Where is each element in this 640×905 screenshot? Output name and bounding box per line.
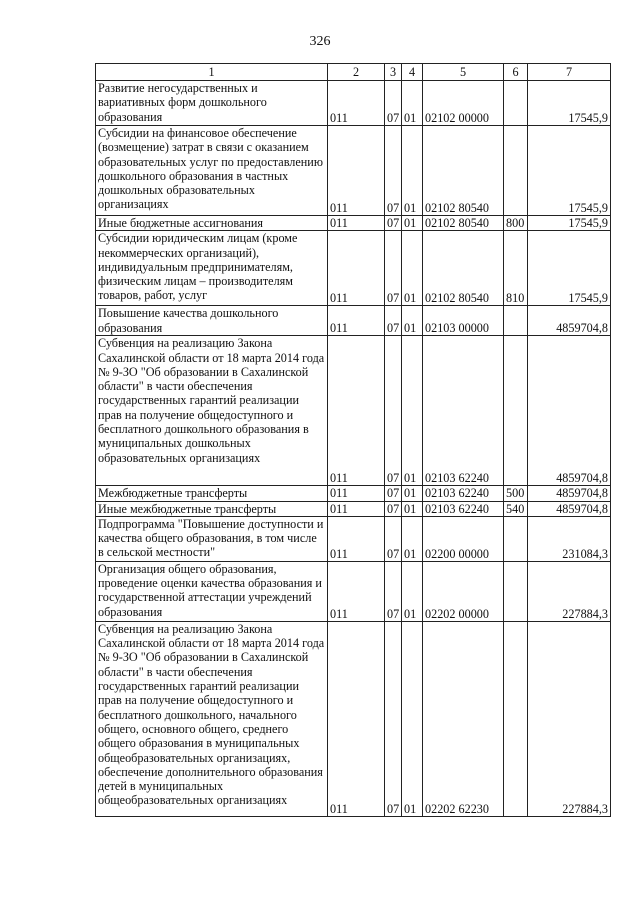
row-code-subsection: 01: [402, 81, 423, 126]
row-code-ministry: 011: [328, 231, 385, 306]
row-code-section: 07: [385, 306, 402, 336]
row-code-subsection: 01: [402, 126, 423, 216]
row-code-expense-type: [504, 81, 528, 126]
table-row: [96, 81, 611, 126]
row-name: Иные межбюджетные трансферты: [96, 501, 328, 516]
row-amount: 4859704,8: [528, 486, 611, 501]
column-header: 2: [328, 64, 385, 81]
row-code-subsection: 01: [402, 516, 423, 561]
table-row: [96, 231, 611, 306]
page-number: 326: [309, 34, 331, 49]
row-name: Организация общего образования, проведение оценки качества образования и государственной аттестации учреждений образования: [96, 561, 328, 621]
row-name: Субсидии юридическим лицам (кроме некоммерческих организаций), индивидуальным предпринимателям, физическим лицам – производителям товаров, работ, услуг: [96, 231, 328, 306]
table-row: [96, 336, 611, 486]
row-code-section: 07: [385, 501, 402, 516]
row-code-ministry: 011: [328, 501, 385, 516]
row-name: Межбюджетные трансферты: [96, 486, 328, 501]
column-header: 1: [96, 64, 328, 81]
table-row: [96, 561, 611, 621]
row-code-ministry: 011: [328, 621, 385, 816]
row-code-target: 02200 00000: [423, 516, 504, 561]
table-header-row: [96, 64, 611, 81]
row-code-expense-type: 800: [504, 216, 528, 231]
row-amount: 227884,3: [528, 621, 611, 816]
row-code-ministry: 011: [328, 336, 385, 486]
row-code-section: 07: [385, 621, 402, 816]
row-code-target: 02202 00000: [423, 561, 504, 621]
row-code-ministry: 011: [328, 81, 385, 126]
row-code-target: 02202 62230: [423, 621, 504, 816]
row-name: Субвенция на реализацию Закона Сахалинской области от 18 марта 2014 года № 9-ЗО "Об образовании в Сахалинской области" в части обеспечения государственных гарантий реализации прав на получение общедоступного и бесплатного дошкольного, начального общего, основного общего, среднего общего образования в муниципальных общеобразовательных организациях, обеспечение дополнительного образования детей в муниципальных общеобразовательных организациях: [96, 621, 328, 816]
row-amount: 231084,3: [528, 516, 611, 561]
row-code-target: 02103 62240: [423, 486, 504, 501]
row-name: Субвенция на реализацию Закона Сахалинской области от 18 марта 2014 года № 9-ЗО "Об образовании в Сахалинской области" в части обеспечения государственных гарантий реализации прав на получение общедоступного и бесплатного дошкольного образования в муниципальных дошкольных образовательных организациях: [96, 336, 328, 486]
row-amount: 17545,9: [528, 216, 611, 231]
row-code-expense-type: 810: [504, 231, 528, 306]
row-code-subsection: 01: [402, 306, 423, 336]
row-code-section: 07: [385, 231, 402, 306]
row-code-expense-type: [504, 516, 528, 561]
column-header: 5: [423, 64, 504, 81]
row-code-expense-type: [504, 126, 528, 216]
row-code-expense-type: 540: [504, 501, 528, 516]
row-name: Субсидии на финансовое обеспечение (возмещение) затрат в связи с оказанием образовательных услуг по предоставлению дошкольного образования в частных дошкольных образовательных организациях: [96, 126, 328, 216]
row-amount: 17545,9: [528, 126, 611, 216]
row-code-expense-type: [504, 336, 528, 486]
row-code-section: 07: [385, 336, 402, 486]
table-row: [96, 126, 611, 216]
row-name: Повышение качества дошкольного образования: [96, 306, 328, 336]
row-code-expense-type: [504, 561, 528, 621]
row-amount: 4859704,8: [528, 336, 611, 486]
row-code-ministry: 011: [328, 306, 385, 336]
row-code-ministry: 011: [328, 561, 385, 621]
row-code-expense-type: 500: [504, 486, 528, 501]
row-code-ministry: 011: [328, 216, 385, 231]
row-code-target: 02103 62240: [423, 501, 504, 516]
row-code-section: 07: [385, 216, 402, 231]
table-row: [96, 306, 611, 336]
row-code-target: 02103 62240: [423, 336, 504, 486]
row-code-target: 02102 80540: [423, 231, 504, 306]
row-code-ministry: 011: [328, 126, 385, 216]
row-amount: 4859704,8: [528, 306, 611, 336]
row-amount: 17545,9: [528, 81, 611, 126]
row-name: Подпрограмма "Повышение доступности и качества общего образования, в том числе в сельской местности": [96, 516, 328, 561]
row-code-expense-type: [504, 306, 528, 336]
row-code-subsection: 01: [402, 621, 423, 816]
row-code-subsection: 01: [402, 501, 423, 516]
row-amount: 4859704,8: [528, 501, 611, 516]
budget-table: [95, 63, 611, 817]
row-code-target: 02103 00000: [423, 306, 504, 336]
row-code-subsection: 01: [402, 561, 423, 621]
row-code-target: 02102 80540: [423, 126, 504, 216]
row-code-expense-type: [504, 621, 528, 816]
row-code-section: 07: [385, 81, 402, 126]
row-code-section: 07: [385, 561, 402, 621]
row-code-ministry: 011: [328, 516, 385, 561]
row-code-subsection: 01: [402, 486, 423, 501]
table-row: [96, 621, 611, 816]
row-name: Иные бюджетные ассигнования: [96, 216, 328, 231]
row-amount: 227884,3: [528, 561, 611, 621]
row-name: Развитие негосударственных и вариативных форм дошкольного образования: [96, 81, 328, 126]
row-code-target: 02102 80540: [423, 216, 504, 231]
row-amount: 17545,9: [528, 231, 611, 306]
column-header: 4: [402, 64, 423, 81]
row-code-target: 02102 00000: [423, 81, 504, 126]
row-code-subsection: 01: [402, 231, 423, 306]
column-header: 6: [504, 64, 528, 81]
row-code-ministry: 011: [328, 486, 385, 501]
column-header: 7: [528, 64, 611, 81]
row-code-section: 07: [385, 126, 402, 216]
table-row: [96, 486, 611, 501]
table-row: [96, 216, 611, 231]
row-code-subsection: 01: [402, 336, 423, 486]
row-code-section: 07: [385, 486, 402, 501]
row-code-subsection: 01: [402, 216, 423, 231]
table-row: [96, 516, 611, 561]
row-code-section: 07: [385, 516, 402, 561]
column-header: 3: [385, 64, 402, 81]
table-row: [96, 501, 611, 516]
